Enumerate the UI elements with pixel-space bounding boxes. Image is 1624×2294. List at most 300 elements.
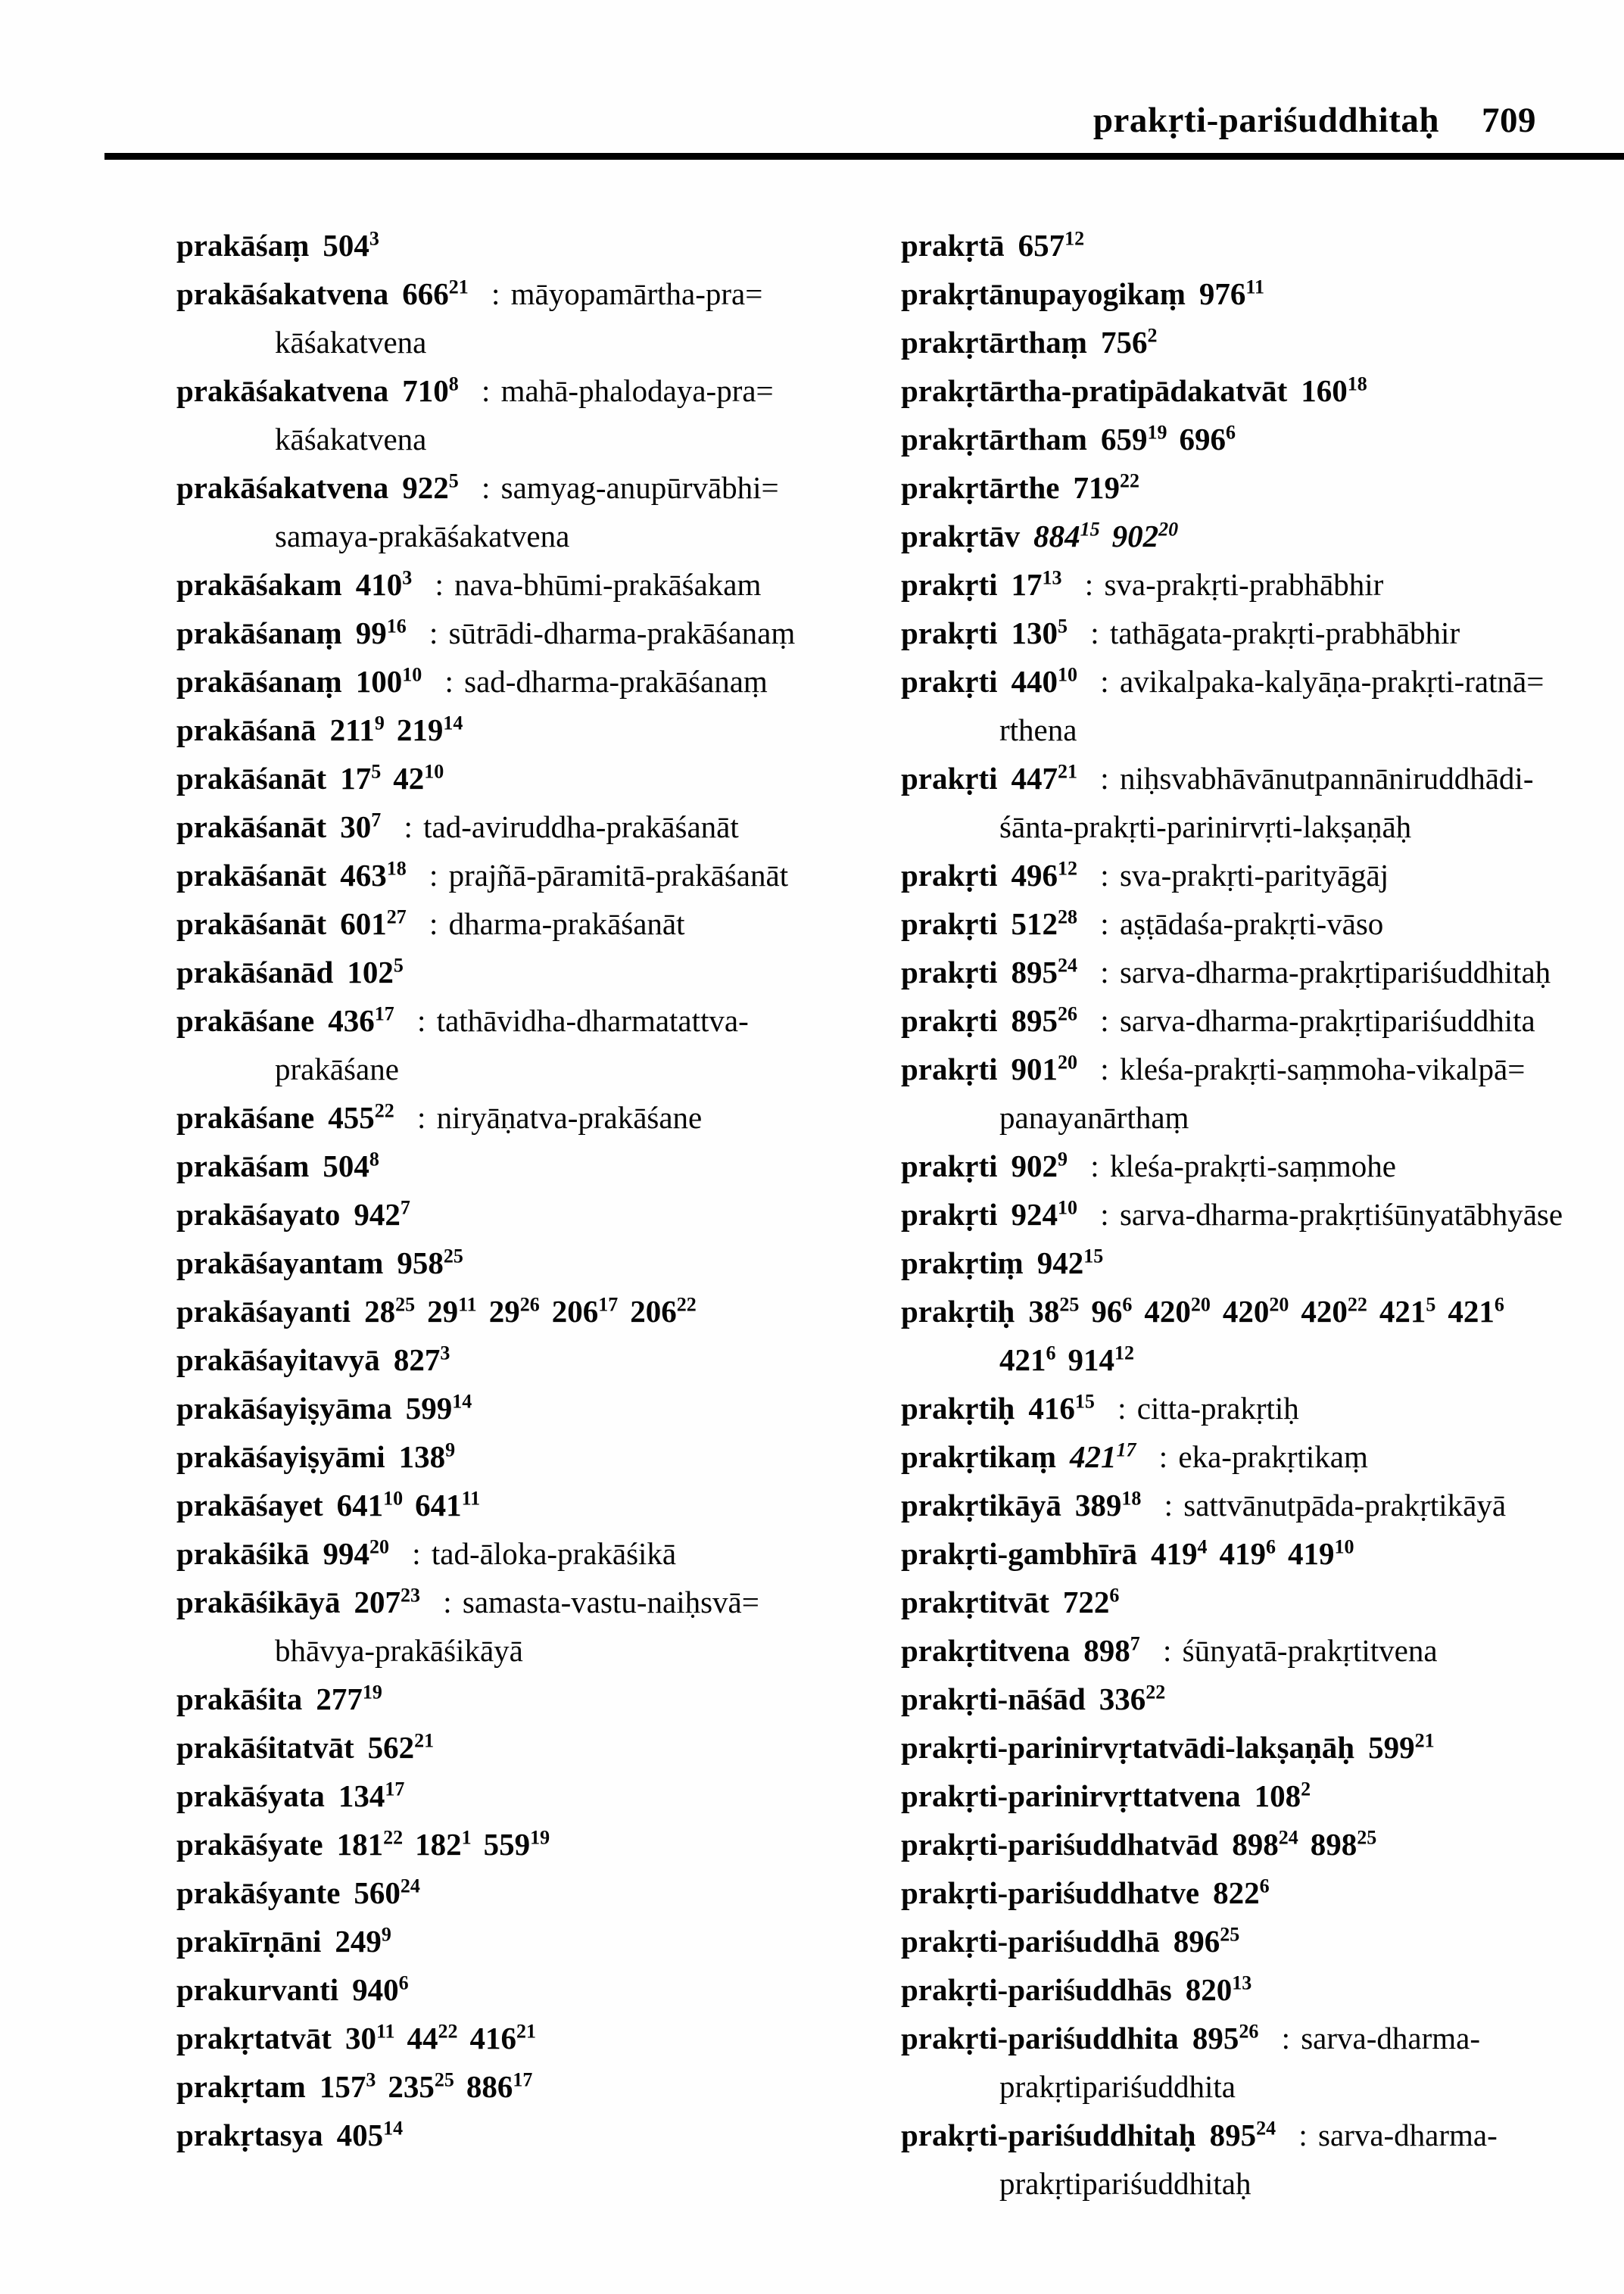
ref-page-number: 696 — [1179, 422, 1226, 457]
ref-page-number: 134 — [338, 1778, 385, 1813]
ref-superscript: 9 — [445, 1438, 456, 1461]
ref-page-number: 559 — [483, 1827, 531, 1862]
entry-headword: prakṛtitvena — [901, 1633, 1071, 1668]
entry-ref — [1144, 1294, 1211, 1329]
entry-gloss: sarva-dharma- — [1318, 2118, 1498, 2152]
entry-ref — [337, 1488, 404, 1523]
gloss-separator: : — [1156, 1488, 1181, 1523]
ref-superscript: 11 — [376, 2020, 395, 2043]
entry-headword: prakṛti — [901, 906, 998, 941]
ref-page-number: 138 — [398, 1439, 446, 1474]
entry-headword: prakāśayanti — [176, 1294, 351, 1329]
entry-continuation: prakṛtipariśuddhita — [999, 2069, 1236, 2104]
entry-ref — [1037, 1245, 1104, 1280]
index-entry — [176, 899, 899, 948]
gloss-separator: : — [1093, 906, 1117, 941]
ref-page-number: 902 — [1011, 1149, 1058, 1183]
entry-ref — [399, 1439, 456, 1474]
ref-page-number: 898 — [1083, 1633, 1130, 1668]
index-entry — [901, 221, 1622, 270]
index-entry — [901, 1626, 1622, 1675]
index-entry — [176, 609, 899, 657]
entry-headword: prakṛtitvāt — [901, 1585, 1049, 1619]
ref-page-number: 562 — [367, 1730, 415, 1765]
index-entry — [176, 948, 899, 996]
entry-gloss: śūnyatā-prakṛtitvena — [1182, 1633, 1438, 1668]
ref-superscript: 21 — [1058, 760, 1078, 783]
entry-ref — [338, 1778, 405, 1813]
entry-ref — [1232, 1827, 1298, 1862]
ref-superscript: 11 — [1245, 276, 1264, 298]
entry-headword: prakāśayato — [176, 1197, 341, 1232]
ref-superscript: 5 — [448, 469, 459, 492]
ref-superscript: 9 — [1058, 1148, 1068, 1170]
entry-continuation: bhāvya-prakāśikāyā — [275, 1633, 523, 1668]
ref-superscript: 26 — [1239, 2020, 1259, 2043]
ref-page-number: 886 — [466, 2069, 513, 2104]
entry-continuation: samaya-prakāśakatvena — [275, 519, 570, 553]
entry-headword: prakṛti — [901, 955, 998, 990]
index-entry — [176, 803, 899, 851]
index-entry — [901, 754, 1622, 851]
entry-ref — [328, 1100, 394, 1135]
ref-page-number: 420 — [1301, 1294, 1348, 1329]
entry-headword: prakṛtārtha-pratipādakatvāt — [901, 373, 1288, 408]
gloss-separator: : — [1083, 1149, 1107, 1183]
entry-ref — [330, 712, 385, 747]
ref-superscript: 10 — [383, 1487, 404, 1510]
ref-page-number: 219 — [396, 712, 444, 747]
entry-ref — [316, 1682, 382, 1716]
index-entry — [901, 899, 1622, 948]
ref-page-number: 440 — [1011, 664, 1058, 699]
ref-page-number: 436 — [328, 1003, 375, 1038]
ref-page-number: 421 — [1070, 1439, 1117, 1474]
entry-ref — [354, 1875, 420, 1910]
ref-superscript: 19 — [362, 1681, 382, 1703]
index-entry — [176, 1142, 899, 1190]
index-entry — [901, 1869, 1622, 1917]
entry-gloss: sattvānutpāda-prakṛtikāyā — [1183, 1488, 1507, 1523]
gloss-separator: : — [421, 906, 446, 941]
index-entry — [901, 1723, 1622, 1772]
entry-ref — [368, 1730, 435, 1765]
index-entry — [901, 560, 1622, 609]
entry-ref — [427, 1294, 477, 1329]
entry-headword: prakṛtā — [901, 228, 1005, 263]
ref-superscript: 12 — [1114, 1342, 1134, 1364]
entry-headword: prakāśanāt — [176, 809, 327, 844]
index-entry — [176, 996, 899, 1093]
index-entry — [901, 1481, 1622, 1529]
ref-superscript: 18 — [386, 857, 407, 880]
index-entry — [901, 512, 1622, 560]
ref-superscript: 8 — [448, 372, 459, 395]
ref-page-number: 895 — [1011, 955, 1058, 990]
entry-headword: prakṛti-pariśuddhitaḥ — [901, 2118, 1196, 2152]
entry-ref — [323, 1149, 379, 1183]
gloss-separator: : — [473, 373, 498, 408]
index-entry — [901, 270, 1622, 318]
entry-headword: prakāśaṃ — [176, 228, 310, 263]
ref-page-number: 182 — [415, 1827, 462, 1862]
ref-page-number: 820 — [1185, 1972, 1233, 2007]
entry-ref — [1011, 664, 1078, 699]
ref-page-number: 389 — [1074, 1488, 1122, 1523]
ref-page-number: 657 — [1018, 228, 1065, 263]
entry-headword: prakṛti-pariśuddhā — [901, 1924, 1160, 1959]
entry-headword: prakṛtasya — [176, 2118, 323, 2152]
entry-ref — [466, 2069, 533, 2104]
ref-superscript: 6 — [1109, 1584, 1120, 1607]
ref-page-number: 756 — [1100, 325, 1148, 360]
entry-headword: prakāśanāt — [176, 858, 327, 893]
ref-superscript: 12 — [1058, 857, 1078, 880]
entry-continuation: panayanārthaṃ — [999, 1100, 1189, 1135]
ref-page-number: 666 — [402, 276, 449, 311]
ref-page-number: 28 — [364, 1294, 396, 1329]
entry-ref — [345, 2021, 395, 2056]
entry-ref — [415, 1488, 480, 1523]
ref-superscript: 1 — [461, 1826, 472, 1849]
ref-superscript: 24 — [1256, 2117, 1276, 2140]
ref-page-number: 898 — [1232, 1827, 1279, 1862]
ref-page-number: 421 — [1379, 1294, 1426, 1329]
index-entry — [176, 851, 899, 899]
entry-gloss: sarva-dharma-prakṛtipariśuddhita — [1119, 1003, 1535, 1038]
entry-headword: prakāśikāyā — [176, 1585, 341, 1619]
ref-superscript: 27 — [386, 905, 407, 928]
ref-superscript: 6 — [1266, 1535, 1276, 1558]
entry-continuation — [999, 1336, 1622, 1384]
ref-page-number: 976 — [1199, 276, 1246, 311]
ref-page-number: 958 — [397, 1245, 444, 1280]
entry-headword: prakāśanāt — [176, 906, 327, 941]
ref-page-number: 895 — [1192, 2021, 1239, 2056]
entry-ref — [1101, 325, 1158, 360]
entry-headword: prakṛtārtham — [901, 422, 1087, 457]
ref-superscript: 24 — [400, 1875, 420, 1897]
index-entry — [176, 2111, 899, 2159]
ref-page-number: 44 — [407, 2021, 438, 2056]
gloss-separator: : — [1077, 567, 1102, 602]
entry-headword: prakāśakatvena — [176, 470, 389, 505]
entry-headword: prakṛtāv — [901, 519, 1021, 553]
ref-superscript: 15 — [1080, 518, 1100, 541]
ref-superscript: 28 — [1058, 905, 1078, 928]
index-entry — [176, 1723, 899, 1772]
entry-ref — [1151, 1536, 1208, 1571]
entry-gloss: aṣṭādaśa-prakṛti-vāso — [1119, 906, 1384, 941]
ref-superscript: 18 — [1121, 1487, 1142, 1510]
index-entry — [901, 1820, 1622, 1869]
gloss-separator: : — [483, 276, 508, 311]
entry-ref — [1070, 1439, 1136, 1474]
ref-page-number: 641 — [415, 1488, 462, 1523]
index-entry — [176, 657, 899, 706]
index-entry — [176, 1772, 899, 1820]
index-entry — [176, 1336, 899, 1384]
entry-ref — [1179, 422, 1236, 457]
ref-page-number: 181 — [336, 1827, 384, 1862]
index-entry — [901, 948, 1622, 996]
entry-gloss: niḥsvabhāvānutpannāniruddhādi- — [1119, 761, 1534, 796]
entry-ref — [402, 470, 459, 505]
ref-superscript: 3 — [440, 1342, 450, 1364]
entry-gloss: nava-bhūmi-prakāśakam — [454, 567, 762, 602]
entry-continuation: kāśakatvena — [275, 422, 427, 457]
entry-headword: prakṛtikaṃ — [901, 1439, 1056, 1474]
ref-page-number: 30 — [344, 2021, 376, 2056]
entry-headword: prakṛti-parinirvṛttatvena — [901, 1778, 1241, 1813]
ref-page-number: 924 — [1011, 1197, 1058, 1232]
entry-headword: prakāśakam — [176, 567, 342, 602]
index-entry — [176, 1529, 899, 1578]
index-entry — [176, 1432, 899, 1481]
ref-page-number: 942 — [354, 1197, 401, 1232]
index-entry — [176, 2062, 899, 2111]
entry-headword: prakṛti — [901, 664, 998, 699]
index-entry — [901, 851, 1622, 899]
index-entry — [901, 366, 1622, 415]
entry-ref — [340, 809, 381, 844]
ref-superscript: 14 — [383, 2117, 404, 2140]
ref-page-number: 42 — [393, 761, 425, 796]
entry-headword: prakāśyata — [176, 1778, 325, 1813]
ref-superscript: 22 — [1347, 1293, 1367, 1316]
ref-page-number: 504 — [323, 1149, 369, 1183]
ref-page-number: 447 — [1011, 761, 1058, 796]
ref-superscript: 14 — [452, 1390, 472, 1413]
entry-headword: prakṛti — [901, 567, 998, 602]
ref-page-number: 940 — [352, 1972, 399, 2007]
entry-ref — [470, 2021, 537, 2056]
ref-page-number: 659 — [1100, 422, 1148, 457]
entry-ref — [1018, 228, 1085, 263]
entry-ref — [1063, 1585, 1120, 1619]
entry-ref — [356, 664, 422, 699]
ref-superscript: 19 — [530, 1826, 550, 1849]
ref-page-number: 420 — [1222, 1294, 1270, 1329]
entry-headword: prakṛtārthaṃ — [901, 325, 1087, 360]
entry-ref — [394, 1342, 450, 1377]
entry-ref — [1288, 1536, 1354, 1571]
entry-ref — [397, 712, 463, 747]
entry-ref — [1011, 616, 1068, 650]
ref-page-number: 560 — [354, 1875, 401, 1910]
entry-gloss: māyopamārtha-pra= — [510, 276, 763, 311]
ref-superscript: 9 — [381, 1923, 391, 1946]
entry-ref — [364, 1294, 415, 1329]
index-entry — [901, 1287, 1622, 1384]
ref-page-number: 410 — [355, 567, 403, 602]
entry-headword: prakāśam — [176, 1149, 310, 1183]
ref-page-number: 902 — [1111, 519, 1159, 553]
ref-superscript: 2 — [1301, 1778, 1311, 1800]
ref-superscript: 8 — [369, 1148, 379, 1170]
index-entry — [901, 1142, 1622, 1190]
index-entry — [901, 609, 1622, 657]
index-entry — [901, 1239, 1622, 1287]
entry-gloss: sarva-dharma-prakṛtiśūnyatābhyāse — [1119, 1197, 1563, 1232]
entry-ref — [1011, 858, 1078, 893]
ref-superscript: 21 — [1414, 1729, 1435, 1752]
ref-superscript: 11 — [458, 1293, 477, 1316]
entry-continuation: prakṛtipariśuddhitaḥ — [999, 2166, 1252, 2201]
entry-ref — [328, 1003, 394, 1038]
entry-headword: prakāśane — [176, 1100, 315, 1135]
entry-gloss: tad-āloka-prakāśikā — [431, 1536, 677, 1571]
entry-ref — [1083, 1633, 1140, 1668]
entry-gloss: mahā-phalodaya-pra= — [500, 373, 774, 408]
ref-superscript: 6 — [1494, 1293, 1504, 1316]
ref-page-number: 898 — [1310, 1827, 1357, 1862]
index-entry — [176, 1239, 899, 1287]
entry-ref — [1174, 1924, 1240, 1959]
entry-ref — [393, 761, 444, 796]
ref-page-number: 419 — [1288, 1536, 1335, 1571]
ref-superscript: 20 — [369, 1535, 389, 1558]
ref-superscript: 10 — [402, 663, 422, 686]
ref-superscript: 6 — [1259, 1875, 1270, 1897]
ref-superscript: 7 — [400, 1196, 410, 1219]
entry-ref — [1099, 1682, 1166, 1716]
entry-ref — [340, 858, 407, 893]
entry-ref — [1199, 276, 1264, 311]
entry-continuation: rthena — [999, 712, 1077, 747]
entry-ref — [1028, 1391, 1095, 1426]
ref-superscript: 21 — [448, 276, 469, 298]
ref-superscript: 4 — [1197, 1535, 1208, 1558]
entry-ref — [552, 1294, 619, 1329]
ref-page-number: 416 — [1028, 1391, 1075, 1426]
entry-gloss: tathāvidha-dharmatattva- — [436, 1003, 749, 1038]
ref-superscript: 24 — [1058, 954, 1078, 977]
entry-continuation: śānta-prakṛti-parinirvṛti-lakṣaṇāḥ — [999, 809, 1412, 844]
ref-page-number: 884 — [1033, 519, 1080, 553]
ref-superscript: 20 — [1058, 1051, 1078, 1074]
entry-ref — [1213, 1875, 1270, 1910]
ref-page-number: 822 — [1213, 1875, 1260, 1910]
ref-page-number: 914 — [1068, 1342, 1114, 1377]
entry-ref — [337, 1827, 404, 1862]
entry-ref — [347, 955, 404, 990]
gloss-separator: : — [1093, 761, 1117, 796]
gloss-separator: : — [1093, 858, 1117, 893]
entry-headword: prakṛti — [901, 1197, 998, 1232]
entry-headword: prakṛtiḥ — [901, 1391, 1015, 1426]
ref-superscript: 6 — [1225, 421, 1236, 444]
ref-superscript: 24 — [1278, 1826, 1298, 1849]
entry-gloss: sva-prakṛti-parityāgāj — [1119, 858, 1389, 893]
index-entry — [176, 1578, 899, 1675]
gloss-separator: : — [1093, 664, 1117, 699]
entry-ref — [1011, 1003, 1078, 1038]
ref-superscript: 19 — [1147, 421, 1167, 444]
entry-ref — [1368, 1730, 1435, 1765]
ref-page-number: 512 — [1011, 906, 1058, 941]
ref-page-number: 30 — [340, 809, 372, 844]
entry-ref — [630, 1294, 697, 1329]
gloss-separator: : — [396, 809, 421, 844]
entry-ref — [402, 276, 469, 311]
ref-page-number: 96 — [1091, 1294, 1123, 1329]
entry-headword: prakāśitatvāt — [176, 1730, 354, 1765]
index-entry — [176, 1917, 899, 1965]
entry-gloss: sad-dharma-prakāśanaṃ — [464, 664, 768, 699]
entry-ref — [402, 373, 459, 408]
entry-ref — [1112, 519, 1179, 553]
entry-gloss: sūtrādi-dharma-prakāśanaṃ — [448, 616, 796, 650]
ref-page-number: 235 — [388, 2069, 435, 2104]
entry-headword: prakāśyate — [176, 1827, 323, 1862]
gloss-separator: : — [1093, 1003, 1117, 1038]
ref-page-number: 17 — [1011, 567, 1043, 602]
entry-ref — [1311, 1827, 1377, 1862]
ref-superscript: 20 — [1190, 1293, 1211, 1316]
ref-superscript: 3 — [369, 227, 379, 250]
entry-ref — [415, 1827, 472, 1862]
ref-superscript: 10 — [424, 760, 444, 783]
entry-ref — [1011, 1149, 1068, 1183]
ref-page-number: 249 — [335, 1924, 382, 1959]
ref-page-number: 419 — [1219, 1536, 1267, 1571]
ref-superscript: 20 — [1158, 518, 1179, 541]
index-entry — [901, 1772, 1622, 1820]
page-number: 709 — [1482, 101, 1536, 140]
index-entry — [176, 1384, 899, 1432]
index-entry — [176, 1190, 899, 1239]
entry-ref — [406, 1391, 472, 1426]
index-entry — [901, 996, 1622, 1045]
index-entry — [901, 2014, 1622, 2111]
index-entry — [901, 1190, 1622, 1239]
ref-page-number: 102 — [347, 955, 394, 990]
entry-headword: prakṛti-parinirvṛtatvādi-lakṣaṇāḥ — [901, 1730, 1355, 1765]
ref-superscript: 22 — [1146, 1681, 1166, 1703]
entry-gloss: kleśa-prakṛti-saṃmoha-vikalpā= — [1119, 1052, 1526, 1086]
ref-page-number: 942 — [1036, 1245, 1084, 1280]
ref-superscript: 13 — [1232, 1971, 1252, 1994]
ref-page-number: 211 — [329, 712, 375, 747]
ref-page-number: 336 — [1099, 1682, 1146, 1716]
gloss-separator: : — [435, 1585, 460, 1619]
index-entry — [901, 318, 1622, 366]
entry-gloss: citta-prakṛtiḥ — [1136, 1391, 1299, 1426]
entry-ref — [320, 2069, 376, 2104]
ref-superscript: 25 — [395, 1293, 416, 1316]
column-right — [901, 221, 1622, 2208]
ref-superscript: 5 — [393, 954, 404, 977]
entry-gloss: kleśa-prakṛti-saṃmohe — [1109, 1149, 1396, 1183]
entry-ref — [999, 1342, 1056, 1377]
entry-ref — [484, 1827, 550, 1862]
entry-headword: prakṛtikāyā — [901, 1488, 1061, 1523]
entry-ref — [1028, 1294, 1079, 1329]
entry-ref — [354, 1585, 420, 1619]
ref-superscript: 10 — [1334, 1535, 1354, 1558]
index-entry — [901, 415, 1622, 463]
ref-page-number: 29 — [488, 1294, 520, 1329]
index-entry — [901, 1578, 1622, 1626]
column-left — [176, 221, 899, 2159]
index-entry — [176, 366, 899, 463]
entry-ref — [323, 1536, 389, 1571]
gloss-separator: : — [409, 1003, 434, 1038]
ref-superscript: 20 — [1269, 1293, 1289, 1316]
ref-superscript: 13 — [1042, 566, 1062, 589]
entry-headword: prakāśanād — [176, 955, 334, 990]
